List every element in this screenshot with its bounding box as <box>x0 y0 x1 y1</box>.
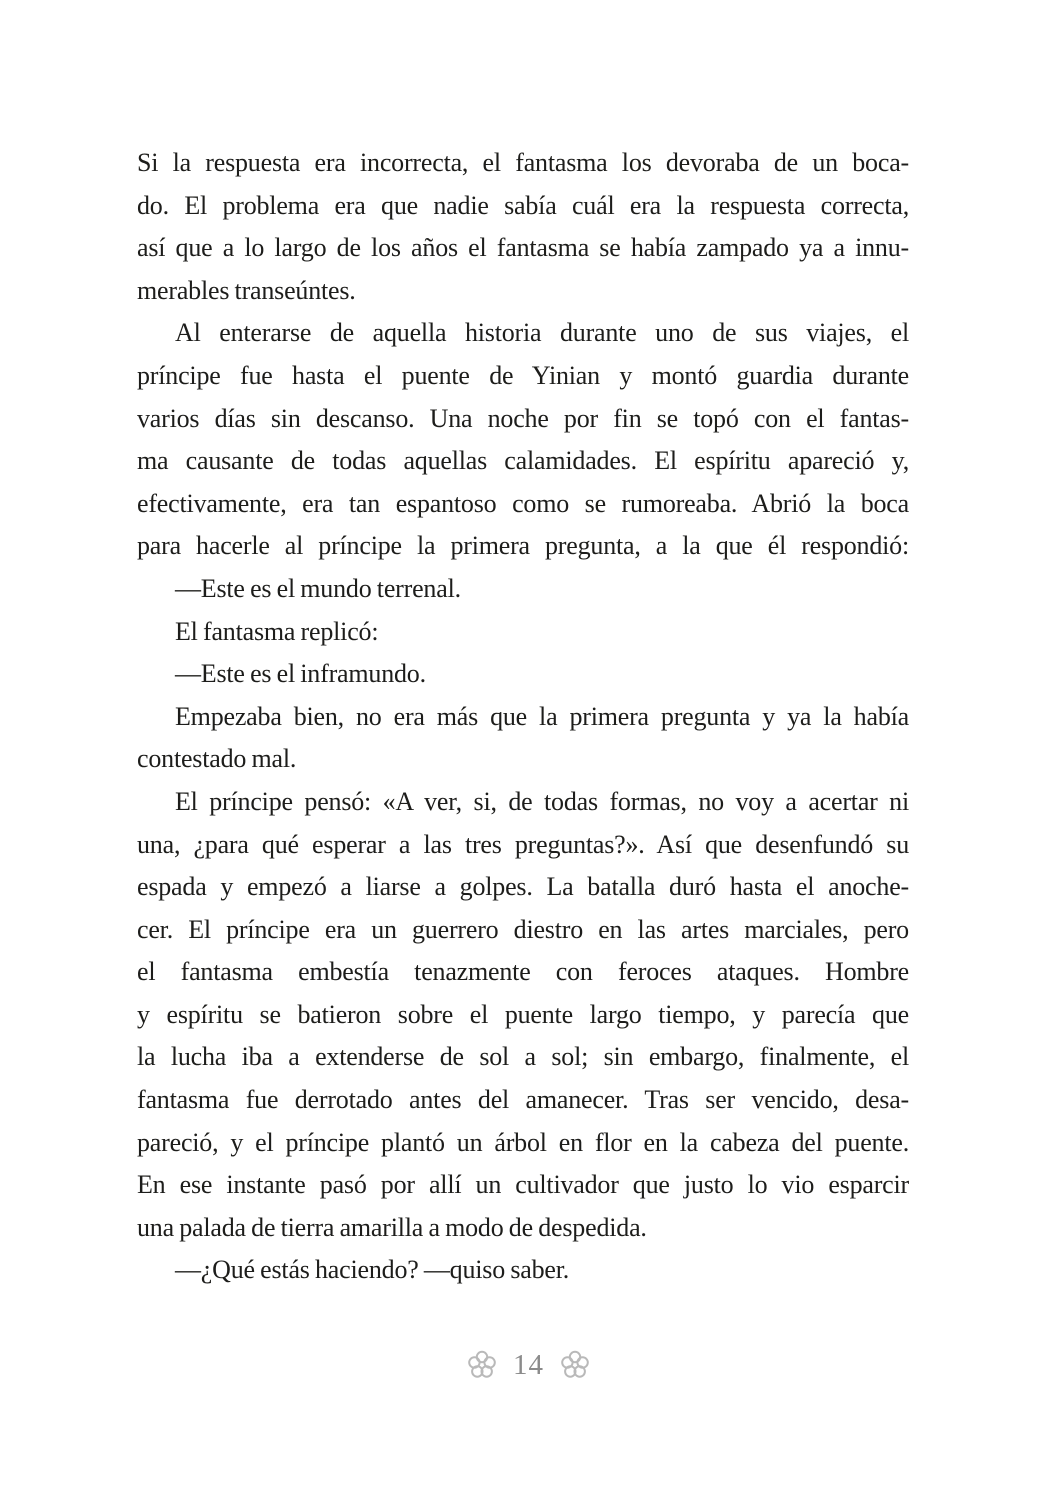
text-line: El fantasma replicó: <box>175 616 379 646</box>
text-line: Empezaba bien, no era más que la primera pregunta y ya la había <box>175 701 909 731</box>
text-line: varios días sin descanso. Una noche por fin se topó con el fantas- <box>137 403 909 433</box>
text-line: para hacerle al príncipe la primera pregunta, a la que él respondió: <box>137 531 909 561</box>
text-line: fantasma fue derrotado antes del amanecer. Tras ser vencido, desa- <box>137 1085 909 1115</box>
florette-icon <box>466 1348 498 1382</box>
text-line: contestado mal. <box>137 744 297 774</box>
text-line: la lucha iba a extenderse de sol a sol; sin embargo, finalmente, el <box>137 1042 909 1072</box>
text-line: así que a lo largo de los años el fantasma se había zampado ya a innu- <box>137 233 909 263</box>
text-line: efectivamente, era tan espantoso como se rumoreaba. Abrió la boca <box>137 488 909 518</box>
page-footer <box>0 1348 1057 1382</box>
text-line: ma causante de todas aquellas calamidades. El espíritu apareció y, <box>137 446 909 476</box>
text-line: espada y empezó a liarse a golpes. La batalla duró hasta el anoche- <box>137 872 909 902</box>
text-line: príncipe fue hasta el puente de Yinian y montó guardia durante <box>137 360 909 390</box>
text-line: merables transeúntes. <box>137 275 356 305</box>
page-number: 14 <box>513 1349 544 1381</box>
text-line: y espíritu se batieron sobre el puente largo tiempo, y parecía que <box>137 999 909 1029</box>
florette-icon <box>559 1348 591 1382</box>
text-line: El príncipe pensó: «A ver, si, de todas formas, no voy a acertar ni <box>175 786 909 816</box>
text-line: —¿Qué estás haciendo? —quiso saber. <box>175 1255 570 1285</box>
text-line: En ese instante pasó por allí un cultivador que justo lo vio esparcir <box>137 1170 909 1200</box>
text-line: una palada de tierra amarilla a modo de despedida. <box>137 1212 647 1242</box>
text-line: pareció, y el príncipe plantó un árbol en flor en la cabeza del puente. <box>137 1127 909 1157</box>
text-line: cer. El príncipe era un guerrero diestro en las artes marciales, pero <box>137 914 909 944</box>
text-line: —Este es el mundo terrenal. <box>175 573 461 603</box>
text-line: do. El problema era que nadie sabía cuál era la respuesta correcta, <box>137 190 909 220</box>
text-line: Al enterarse de aquella historia durante uno de sus viajes, el <box>175 318 909 348</box>
text-line: el fantasma embestía tenazmente con feroces ataques. Hombre <box>137 957 909 987</box>
text-line: una, ¿para qué esperar a las tres preguntas?». Así que desenfundó su <box>137 829 909 859</box>
text-line: Si la respuesta era incorrecta, el fantasma los devoraba de un boca- <box>137 148 909 177</box>
text-line: —Este es el inframundo. <box>175 659 426 689</box>
body-text <box>137 142 909 1292</box>
